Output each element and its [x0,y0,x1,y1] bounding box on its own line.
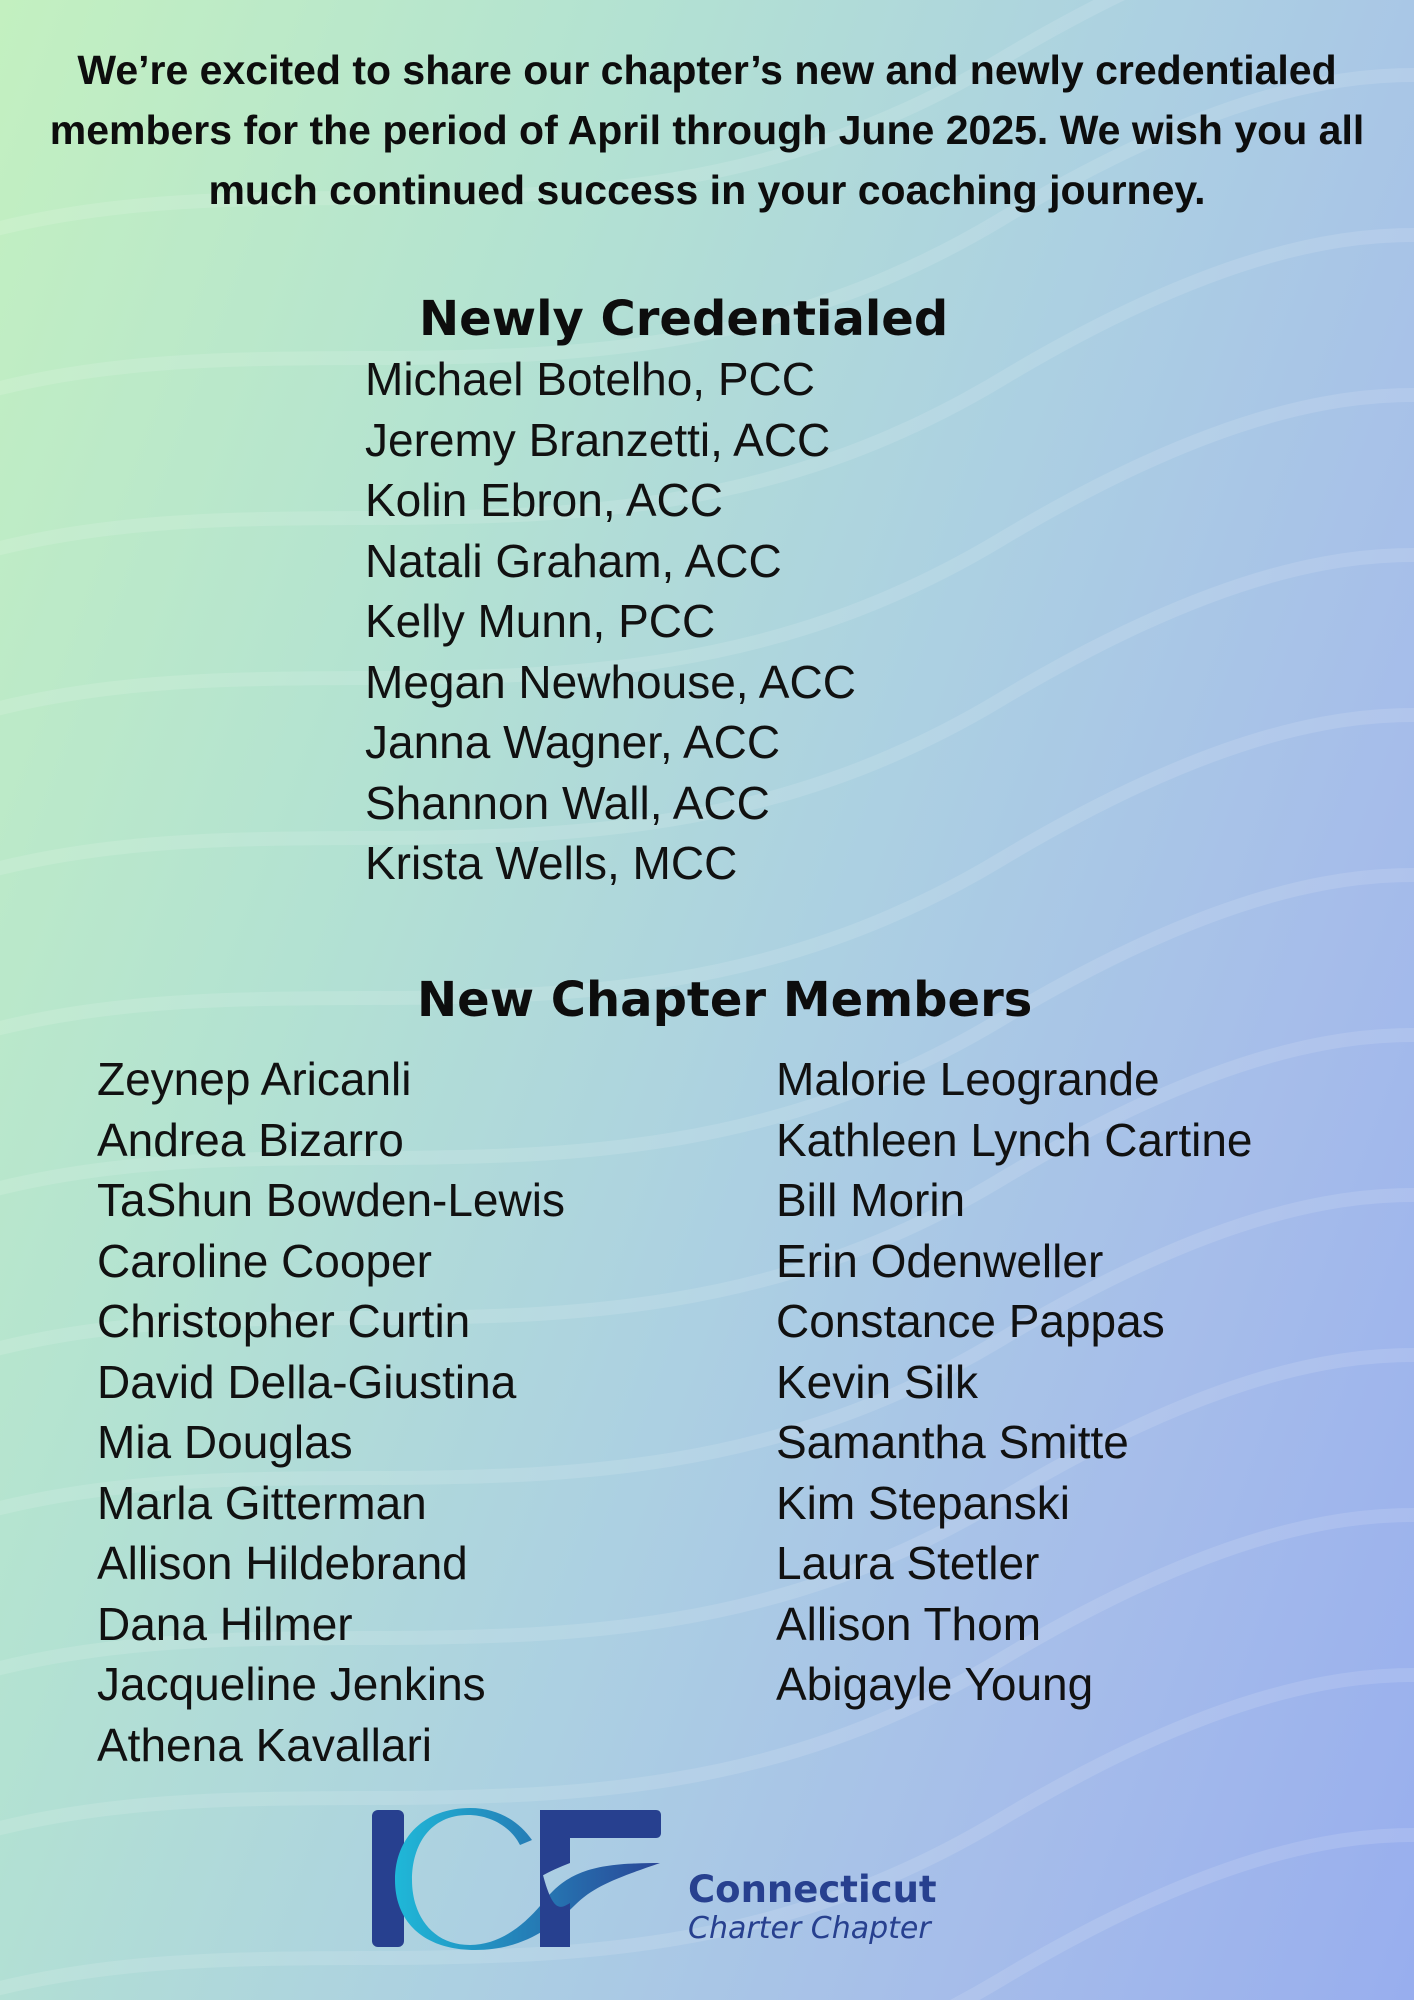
icf-logo-icon [370,1805,670,1955]
member-name: Malorie Leogrande [776,1053,1160,1105]
new-members-left-list [97,1049,565,1775]
member-name: Constance Pappas [776,1295,1165,1347]
credentialed-name: Janna Wagner, ACC [365,716,781,768]
member-name: Kim Stepanski [776,1476,1071,1529]
member-name: Dana Hilmer [97,1597,353,1650]
member-name: TaShun Bowden-Lewis [97,1174,565,1226]
credentialed-name: Krista Wells, MCC [365,837,738,889]
member-name: David Della-Giustina [97,1355,517,1408]
credentialed-name: Shannon Wall, ACC [365,776,770,829]
member-name: Kevin Silk [776,1355,978,1408]
member-name: Allison Hildebrand [97,1537,468,1589]
credentialed-name: Kolin Ebron, ACC [365,474,723,526]
member-name: Abigayle Young [776,1658,1094,1710]
credentialed-name: Megan Newhouse, ACC [365,655,856,708]
member-name: Athena Kavallari [97,1718,432,1771]
member-name: Erin Odenweller [776,1234,1104,1287]
new-members-right-list [776,1049,1253,1715]
credentialed-name: Kelly Munn, PCC [365,595,716,647]
logo-line-connecticut: Connecticut [688,1868,937,1911]
intro-paragraph: We’re excited to share our chapter’s new and newly credentialed members for the period of April through June 2025. We wish you all much continued success in your coaching journey. [49,47,1365,213]
member-name: Mia Douglas [97,1416,353,1468]
member-name: Allison Thom [776,1597,1042,1650]
member-name: Christopher Curtin [97,1295,471,1347]
member-name: Kathleen Lynch Cartine [776,1113,1253,1166]
member-name: Marla Gitterman [97,1476,427,1529]
member-name: Caroline Cooper [97,1234,432,1287]
credentialed-name: Jeremy Branzetti, ACC [365,413,831,466]
credentialed-name: Michael Botelho, PCC [365,353,815,405]
logo-line-charter-chapter: Charter Chapter [688,1911,931,1946]
member-name: Samantha Smitte [776,1416,1129,1468]
member-name: Zeynep Aricanli [97,1053,412,1105]
member-name: Jacqueline Jenkins [97,1658,486,1710]
newly-credentialed-list [365,349,856,894]
member-name: Laura Stetler [776,1537,1040,1589]
icf-connecticut-logo [370,1805,980,1955]
credentialed-name: Natali Graham, ACC [365,534,782,587]
member-name: Bill Morin [776,1174,966,1226]
new-members-heading: New Chapter Members [417,972,1033,1028]
newly-credentialed-heading: Newly Credentialed [419,291,949,347]
member-name: Andrea Bizarro [97,1113,404,1166]
